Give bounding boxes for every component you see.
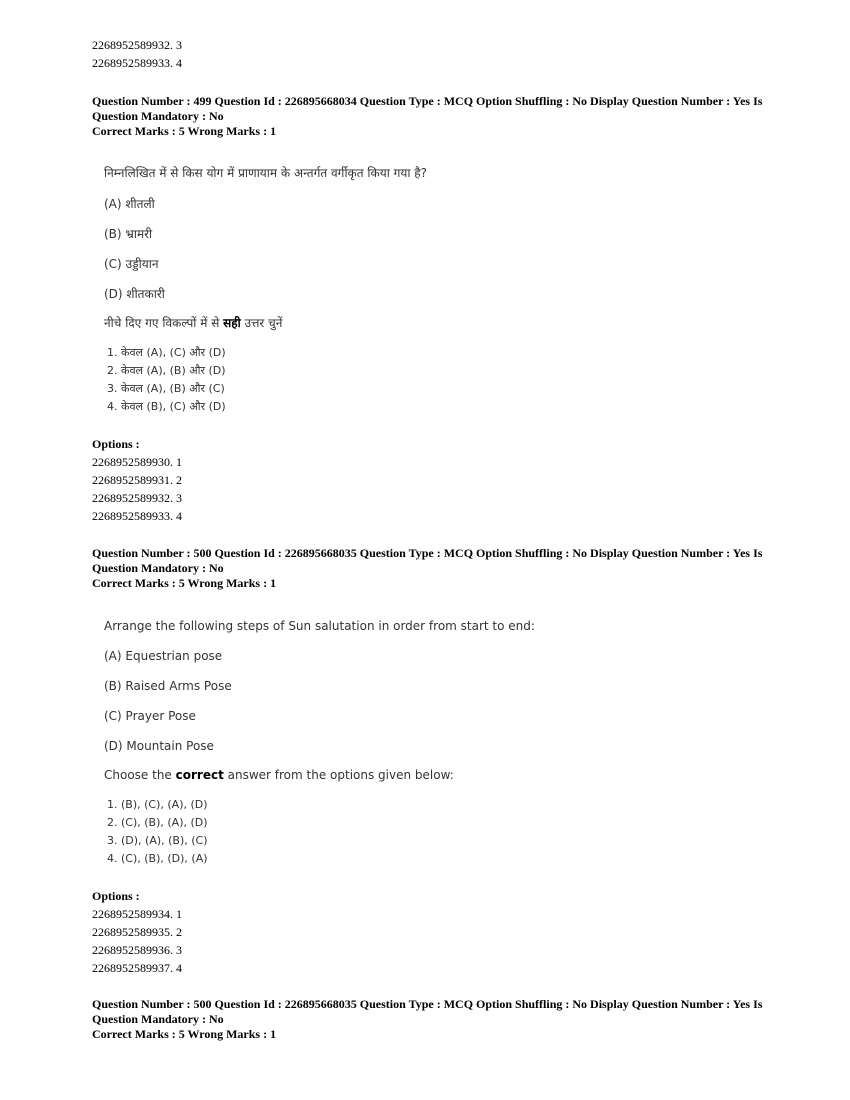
options-label: Options : (92, 889, 140, 903)
question-item: (C) उड्डीयान (104, 257, 159, 271)
options-label: Options : (92, 437, 140, 451)
question-header-500-repeat (92, 997, 772, 1042)
answer-choice: 3. केवल (A), (B) और (C) (107, 382, 225, 395)
instruction-emphasis: सही (223, 316, 241, 330)
instruction-text: Choose the (104, 768, 176, 782)
option-line: 2268952589934. 1 (92, 907, 182, 921)
question-item: (D) शीतकारी (104, 287, 165, 301)
instruction-emphasis: correct (175, 768, 224, 782)
question-text: Arrange the following steps of Sun salutation in order from start to end: (104, 619, 535, 633)
option-line: 2268952589933. 4 (92, 56, 182, 70)
option-line: 2268952589932. 3 (92, 38, 182, 52)
question-item: (A) शीतली (104, 197, 155, 211)
answer-choice: 2. (C), (B), (A), (D) (107, 816, 208, 829)
question-text: निम्नलिखित में से किस योग में प्राणायाम के अन्तर्गत वर्गीकृत किया गया है? (104, 166, 428, 180)
question-header-line: Question Number : 499 Question Id : 226895668034 Question Type : MCQ Option Shuffling : No Display Question Number : Yes Is (92, 94, 763, 108)
question-item: (D) Mountain Pose (104, 739, 214, 753)
instruction-text: नीचे दिए गए विकल्पों में से (104, 316, 224, 330)
question-marks: Correct Marks : 5 Wrong Marks : 1 (92, 576, 277, 590)
question-header-500 (92, 546, 772, 591)
question-item: (A) Equestrian pose (104, 649, 223, 663)
question-item: (B) Raised Arms Pose (104, 679, 232, 693)
instruction-text: answer from the options given below: (223, 768, 454, 782)
question-item: (B) भ्रामरी (104, 227, 153, 241)
question-header-line: Question Mandatory : No (92, 1012, 224, 1026)
question-header-line: Question Mandatory : No (92, 109, 224, 123)
option-line: 2268952589932. 3 (92, 491, 182, 505)
answer-choice: 1. केवल (A), (C) और (D) (107, 346, 226, 359)
question-header-line: Question Number : 500 Question Id : 226895668035 Question Type : MCQ Option Shuffling : No Display Question Number : Yes Is (92, 997, 763, 1011)
answer-choice: 1. (B), (C), (A), (D) (107, 798, 208, 811)
question-marks: Correct Marks : 5 Wrong Marks : 1 (92, 124, 277, 138)
question-header-line: Question Mandatory : No (92, 561, 224, 575)
option-line: 2268952589936. 3 (92, 943, 182, 957)
question-instruction (104, 768, 454, 782)
answer-choice: 4. केवल (B), (C) और (D) (107, 400, 226, 413)
option-line: 2268952589930. 1 (92, 455, 182, 469)
question-instruction (104, 316, 282, 330)
answer-choice: 4. (C), (B), (D), (A) (107, 852, 208, 865)
option-line: 2268952589937. 4 (92, 961, 182, 975)
question-item: (C) Prayer Pose (104, 709, 196, 723)
option-line: 2268952589933. 4 (92, 509, 182, 523)
answer-choice: 2. केवल (A), (B) और (D) (107, 364, 226, 377)
option-line: 2268952589931. 2 (92, 473, 182, 487)
question-header-499 (92, 94, 772, 139)
instruction-text: उत्तर चुनें (240, 316, 283, 330)
question-marks: Correct Marks : 5 Wrong Marks : 1 (92, 1027, 277, 1041)
option-line: 2268952589935. 2 (92, 925, 182, 939)
question-header-line: Question Number : 500 Question Id : 226895668035 Question Type : MCQ Option Shuffling : No Display Question Number : Yes Is (92, 546, 763, 560)
answer-choice: 3. (D), (A), (B), (C) (107, 834, 208, 847)
